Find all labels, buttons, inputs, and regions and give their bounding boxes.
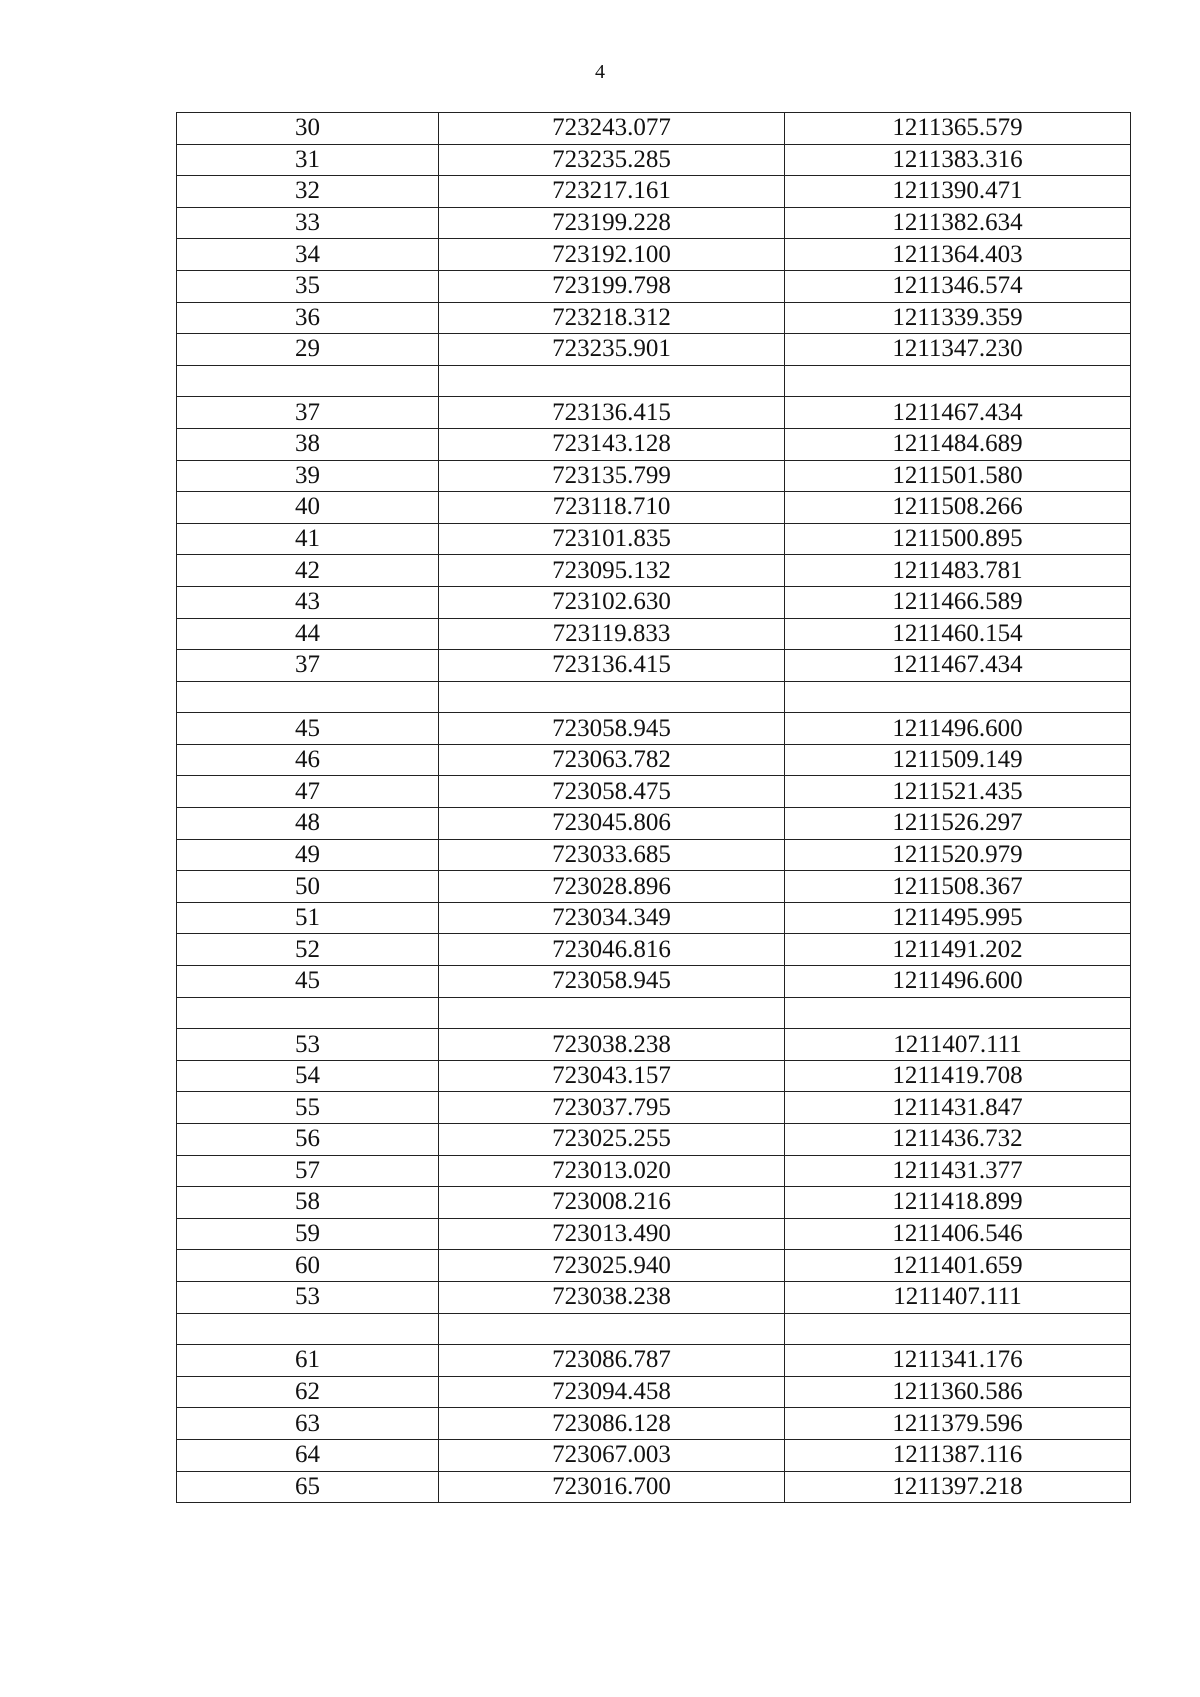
table-row <box>177 586 1131 618</box>
point-number-cell <box>177 1313 439 1345</box>
y-coordinate-cell: 1211387.116 <box>785 1439 1131 1471</box>
y-coordinate-cell: 1211339.359 <box>785 302 1131 334</box>
table-row <box>177 934 1131 966</box>
x-coordinate-cell: 723043.157 <box>439 1060 785 1092</box>
x-coordinate-cell: 723235.901 <box>439 334 785 366</box>
point-number-cell: 53 <box>177 1281 439 1313</box>
x-coordinate-cell: 723025.940 <box>439 1250 785 1282</box>
y-coordinate-cell: 1211406.546 <box>785 1218 1131 1250</box>
table-row <box>177 1124 1131 1156</box>
point-number-cell: 50 <box>177 871 439 903</box>
x-coordinate-cell: 723136.415 <box>439 397 785 429</box>
point-number-cell <box>177 365 439 397</box>
x-coordinate-cell: 723038.238 <box>439 1029 785 1061</box>
y-coordinate-cell: 1211383.316 <box>785 144 1131 176</box>
point-number-cell: 47 <box>177 776 439 808</box>
x-coordinate-cell: 723086.128 <box>439 1408 785 1440</box>
y-coordinate-cell: 1211382.634 <box>785 207 1131 239</box>
x-coordinate-cell: 723199.228 <box>439 207 785 239</box>
y-coordinate-cell: 1211483.781 <box>785 555 1131 587</box>
table-row <box>177 1376 1131 1408</box>
point-number-cell: 65 <box>177 1471 439 1503</box>
table-row <box>177 681 1131 713</box>
point-number-cell: 51 <box>177 902 439 934</box>
table-row <box>177 618 1131 650</box>
x-coordinate-cell: 723243.077 <box>439 113 785 145</box>
point-number-cell: 44 <box>177 618 439 650</box>
y-coordinate-cell: 1211460.154 <box>785 618 1131 650</box>
point-number-cell: 59 <box>177 1218 439 1250</box>
point-number-cell: 57 <box>177 1155 439 1187</box>
x-coordinate-cell: 723192.100 <box>439 239 785 271</box>
table-row <box>177 650 1131 682</box>
y-coordinate-cell: 1211431.847 <box>785 1092 1131 1124</box>
table-row <box>177 839 1131 871</box>
point-number-cell: 45 <box>177 713 439 745</box>
y-coordinate-cell: 1211484.689 <box>785 428 1131 460</box>
table-row <box>177 1029 1131 1061</box>
y-coordinate-cell: 1211526.297 <box>785 808 1131 840</box>
table-row <box>177 1408 1131 1440</box>
x-coordinate-cell: 723045.806 <box>439 808 785 840</box>
point-number-cell: 45 <box>177 966 439 998</box>
coordinates-table-body <box>177 113 1131 1503</box>
y-coordinate-cell: 1211401.659 <box>785 1250 1131 1282</box>
point-number-cell: 31 <box>177 144 439 176</box>
x-coordinate-cell: 723028.896 <box>439 871 785 903</box>
y-coordinate-cell: 1211407.111 <box>785 1281 1131 1313</box>
table-row <box>177 460 1131 492</box>
table-row <box>177 1313 1131 1345</box>
x-coordinate-cell <box>439 681 785 713</box>
y-coordinate-cell: 1211397.218 <box>785 1471 1131 1503</box>
x-coordinate-cell: 723016.700 <box>439 1471 785 1503</box>
y-coordinate-cell: 1211431.377 <box>785 1155 1131 1187</box>
y-coordinate-cell: 1211467.434 <box>785 397 1131 429</box>
point-number-cell: 53 <box>177 1029 439 1061</box>
point-number-cell: 33 <box>177 207 439 239</box>
y-coordinate-cell: 1211347.230 <box>785 334 1131 366</box>
y-coordinate-cell: 1211364.403 <box>785 239 1131 271</box>
table-row <box>177 1060 1131 1092</box>
y-coordinate-cell: 1211419.708 <box>785 1060 1131 1092</box>
table-row <box>177 1092 1131 1124</box>
table-row <box>177 1218 1131 1250</box>
point-number-cell: 32 <box>177 176 439 208</box>
x-coordinate-cell: 723135.799 <box>439 460 785 492</box>
y-coordinate-cell <box>785 1313 1131 1345</box>
point-number-cell: 35 <box>177 270 439 302</box>
table-row <box>177 1155 1131 1187</box>
table-row <box>177 871 1131 903</box>
y-coordinate-cell: 1211466.589 <box>785 586 1131 618</box>
point-number-cell: 43 <box>177 586 439 618</box>
x-coordinate-cell: 723058.945 <box>439 713 785 745</box>
point-number-cell: 48 <box>177 808 439 840</box>
y-coordinate-cell: 1211521.435 <box>785 776 1131 808</box>
point-number-cell: 29 <box>177 334 439 366</box>
page-number: 4 <box>595 61 605 83</box>
y-coordinate-cell: 1211418.899 <box>785 1187 1131 1219</box>
table-row <box>177 1471 1131 1503</box>
x-coordinate-cell: 723235.285 <box>439 144 785 176</box>
point-number-cell: 46 <box>177 744 439 776</box>
table-row <box>177 397 1131 429</box>
y-coordinate-cell: 1211520.979 <box>785 839 1131 871</box>
y-coordinate-cell: 1211390.471 <box>785 176 1131 208</box>
point-number-cell: 34 <box>177 239 439 271</box>
point-number-cell: 63 <box>177 1408 439 1440</box>
table-row <box>177 776 1131 808</box>
x-coordinate-cell: 723025.255 <box>439 1124 785 1156</box>
y-coordinate-cell: 1211346.574 <box>785 270 1131 302</box>
point-number-cell: 49 <box>177 839 439 871</box>
table-row <box>177 144 1131 176</box>
table-row <box>177 207 1131 239</box>
x-coordinate-cell: 723058.945 <box>439 966 785 998</box>
y-coordinate-cell: 1211467.434 <box>785 650 1131 682</box>
table-row <box>177 176 1131 208</box>
table-row <box>177 713 1131 745</box>
table-row <box>177 302 1131 334</box>
x-coordinate-cell: 723008.216 <box>439 1187 785 1219</box>
x-coordinate-cell: 723143.128 <box>439 428 785 460</box>
point-number-cell: 30 <box>177 113 439 145</box>
table-row <box>177 113 1131 145</box>
x-coordinate-cell <box>439 1313 785 1345</box>
y-coordinate-cell: 1211495.995 <box>785 902 1131 934</box>
y-coordinate-cell: 1211407.111 <box>785 1029 1131 1061</box>
point-number-cell: 58 <box>177 1187 439 1219</box>
table-row <box>177 1281 1131 1313</box>
x-coordinate-cell: 723101.835 <box>439 523 785 555</box>
table-row <box>177 966 1131 998</box>
x-coordinate-cell: 723046.816 <box>439 934 785 966</box>
x-coordinate-cell: 723136.415 <box>439 650 785 682</box>
y-coordinate-cell: 1211500.895 <box>785 523 1131 555</box>
point-number-cell: 42 <box>177 555 439 587</box>
x-coordinate-cell: 723094.458 <box>439 1376 785 1408</box>
table-row <box>177 902 1131 934</box>
x-coordinate-cell <box>439 997 785 1029</box>
point-number-cell: 56 <box>177 1124 439 1156</box>
x-coordinate-cell: 723086.787 <box>439 1345 785 1377</box>
table-row <box>177 270 1131 302</box>
table-row <box>177 1439 1131 1471</box>
x-coordinate-cell: 723199.798 <box>439 270 785 302</box>
point-number-cell: 60 <box>177 1250 439 1282</box>
x-coordinate-cell: 723013.490 <box>439 1218 785 1250</box>
table-row <box>177 1187 1131 1219</box>
point-number-cell: 61 <box>177 1345 439 1377</box>
point-number-cell: 38 <box>177 428 439 460</box>
point-number-cell: 64 <box>177 1439 439 1471</box>
x-coordinate-cell: 723102.630 <box>439 586 785 618</box>
x-coordinate-cell: 723063.782 <box>439 744 785 776</box>
y-coordinate-cell: 1211379.596 <box>785 1408 1131 1440</box>
point-number-cell: 40 <box>177 492 439 524</box>
point-number-cell: 41 <box>177 523 439 555</box>
table-row <box>177 808 1131 840</box>
x-coordinate-cell: 723033.685 <box>439 839 785 871</box>
y-coordinate-cell: 1211365.579 <box>785 113 1131 145</box>
x-coordinate-cell: 723118.710 <box>439 492 785 524</box>
y-coordinate-cell: 1211496.600 <box>785 966 1131 998</box>
y-coordinate-cell: 1211508.367 <box>785 871 1131 903</box>
y-coordinate-cell: 1211341.176 <box>785 1345 1131 1377</box>
point-number-cell: 36 <box>177 302 439 334</box>
point-number-cell: 55 <box>177 1092 439 1124</box>
point-number-cell: 62 <box>177 1376 439 1408</box>
table-row <box>177 744 1131 776</box>
table-row <box>177 239 1131 271</box>
table-row <box>177 492 1131 524</box>
y-coordinate-cell: 1211509.149 <box>785 744 1131 776</box>
table-row <box>177 1250 1131 1282</box>
y-coordinate-cell: 1211501.580 <box>785 460 1131 492</box>
x-coordinate-cell: 723038.238 <box>439 1281 785 1313</box>
y-coordinate-cell <box>785 681 1131 713</box>
coordinates-table <box>176 112 1131 1503</box>
table-row <box>177 997 1131 1029</box>
table-row <box>177 555 1131 587</box>
y-coordinate-cell: 1211360.586 <box>785 1376 1131 1408</box>
table-row <box>177 1345 1131 1377</box>
x-coordinate-cell: 723034.349 <box>439 902 785 934</box>
table-row <box>177 365 1131 397</box>
y-coordinate-cell <box>785 365 1131 397</box>
point-number-cell: 37 <box>177 650 439 682</box>
point-number-cell <box>177 681 439 713</box>
x-coordinate-cell: 723037.795 <box>439 1092 785 1124</box>
table-row <box>177 523 1131 555</box>
x-coordinate-cell: 723067.003 <box>439 1439 785 1471</box>
y-coordinate-cell: 1211491.202 <box>785 934 1131 966</box>
point-number-cell: 54 <box>177 1060 439 1092</box>
x-coordinate-cell: 723218.312 <box>439 302 785 334</box>
x-coordinate-cell: 723217.161 <box>439 176 785 208</box>
table-row <box>177 428 1131 460</box>
y-coordinate-cell <box>785 997 1131 1029</box>
x-coordinate-cell: 723095.132 <box>439 555 785 587</box>
point-number-cell: 37 <box>177 397 439 429</box>
point-number-cell: 39 <box>177 460 439 492</box>
point-number-cell <box>177 997 439 1029</box>
table-row <box>177 334 1131 366</box>
x-coordinate-cell <box>439 365 785 397</box>
y-coordinate-cell: 1211496.600 <box>785 713 1131 745</box>
y-coordinate-cell: 1211508.266 <box>785 492 1131 524</box>
x-coordinate-cell: 723119.833 <box>439 618 785 650</box>
x-coordinate-cell: 723013.020 <box>439 1155 785 1187</box>
y-coordinate-cell: 1211436.732 <box>785 1124 1131 1156</box>
x-coordinate-cell: 723058.475 <box>439 776 785 808</box>
point-number-cell: 52 <box>177 934 439 966</box>
